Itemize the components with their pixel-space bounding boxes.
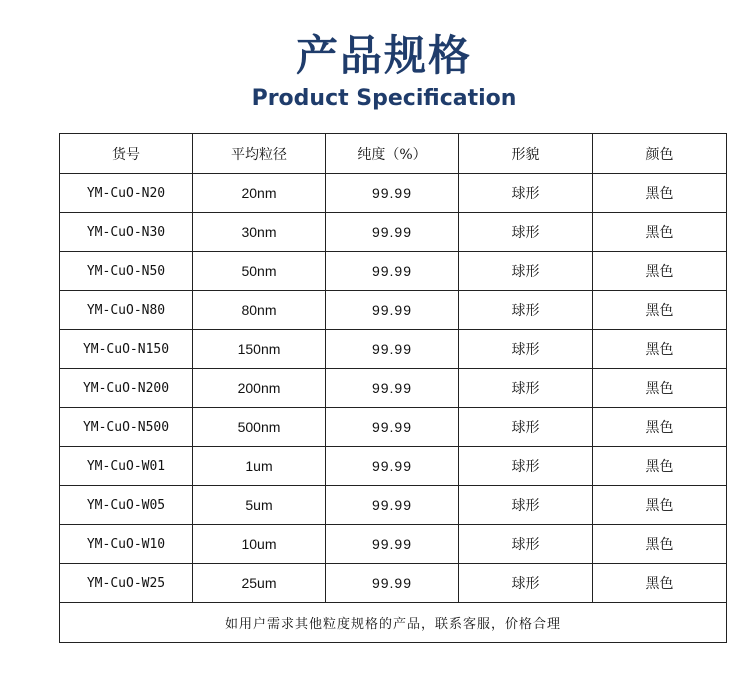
cell-size: 30nm [193,213,326,252]
table-row [60,408,727,447]
table-row [60,486,727,525]
table-row [60,525,727,564]
cell-purity: 99.99 [326,291,459,330]
table-row [60,174,727,213]
cell-purity: 99.99 [326,213,459,252]
cell-code: YM-CuO-N80 [60,291,193,330]
header-size: 平均粒径 [193,134,326,174]
footer-note: 如用户需求其他粒度规格的产品，联系客服，价格合理 [60,603,727,643]
cell-shape: 球形 [459,525,593,564]
table-row [60,291,727,330]
cell-code: YM-CuO-N150 [60,330,193,369]
cell-code: YM-CuO-N50 [60,252,193,291]
table-row [60,564,727,603]
spec-table [59,133,727,643]
cell-size: 50nm [193,252,326,291]
cell-size: 200nm [193,369,326,408]
cell-code: YM-CuO-W05 [60,486,193,525]
cell-size: 1um [193,447,326,486]
cell-color: 黑色 [593,564,727,603]
cell-purity: 99.99 [326,252,459,291]
cell-color: 黑色 [593,252,727,291]
header-purity: 纯度（%） [326,134,459,174]
cell-color: 黑色 [593,525,727,564]
cell-purity: 99.99 [326,369,459,408]
cell-code: YM-CuO-N500 [60,408,193,447]
table-row [60,330,727,369]
cell-shape: 球形 [459,486,593,525]
table-footer-row [60,603,727,643]
cell-size: 150nm [193,330,326,369]
cell-purity: 99.99 [326,486,459,525]
table-header-row [60,134,727,174]
cell-shape: 球形 [459,564,593,603]
cell-color: 黑色 [593,486,727,525]
cell-purity: 99.99 [326,330,459,369]
page-subtitle: Product Specification [251,86,517,111]
cell-shape: 球形 [459,369,593,408]
cell-purity: 99.99 [326,525,459,564]
cell-color: 黑色 [593,408,727,447]
cell-color: 黑色 [593,369,727,408]
cell-code: YM-CuO-W25 [60,564,193,603]
page-title: 产品规格 [295,31,472,80]
cell-purity: 99.99 [326,408,459,447]
cell-shape: 球形 [459,330,593,369]
cell-shape: 球形 [459,174,593,213]
cell-shape: 球形 [459,447,593,486]
cell-code: YM-CuO-N200 [60,369,193,408]
cell-size: 25um [193,564,326,603]
table-row [60,213,727,252]
table-row [60,447,727,486]
header-code: 货号 [60,134,193,174]
spec-table-body [60,134,727,643]
cell-color: 黑色 [593,330,727,369]
cell-code: YM-CuO-N20 [60,174,193,213]
cell-size: 500nm [193,408,326,447]
cell-shape: 球形 [459,291,593,330]
cell-shape: 球形 [459,213,593,252]
header-color: 颜色 [593,134,727,174]
cell-color: 黑色 [593,213,727,252]
cell-purity: 99.99 [326,174,459,213]
header-shape: 形貌 [459,134,593,174]
table-row [60,369,727,408]
cell-size: 80nm [193,291,326,330]
table-row [60,252,727,291]
cell-size: 10um [193,525,326,564]
cell-size: 20nm [193,174,326,213]
cell-shape: 球形 [459,408,593,447]
cell-color: 黑色 [593,291,727,330]
cell-shape: 球形 [459,252,593,291]
cell-purity: 99.99 [326,564,459,603]
cell-code: YM-CuO-W01 [60,447,193,486]
cell-color: 黑色 [593,447,727,486]
cell-purity: 99.99 [326,447,459,486]
cell-color: 黑色 [593,174,727,213]
cell-size: 5um [193,486,326,525]
cell-code: YM-CuO-W10 [60,525,193,564]
cell-code: YM-CuO-N30 [60,213,193,252]
